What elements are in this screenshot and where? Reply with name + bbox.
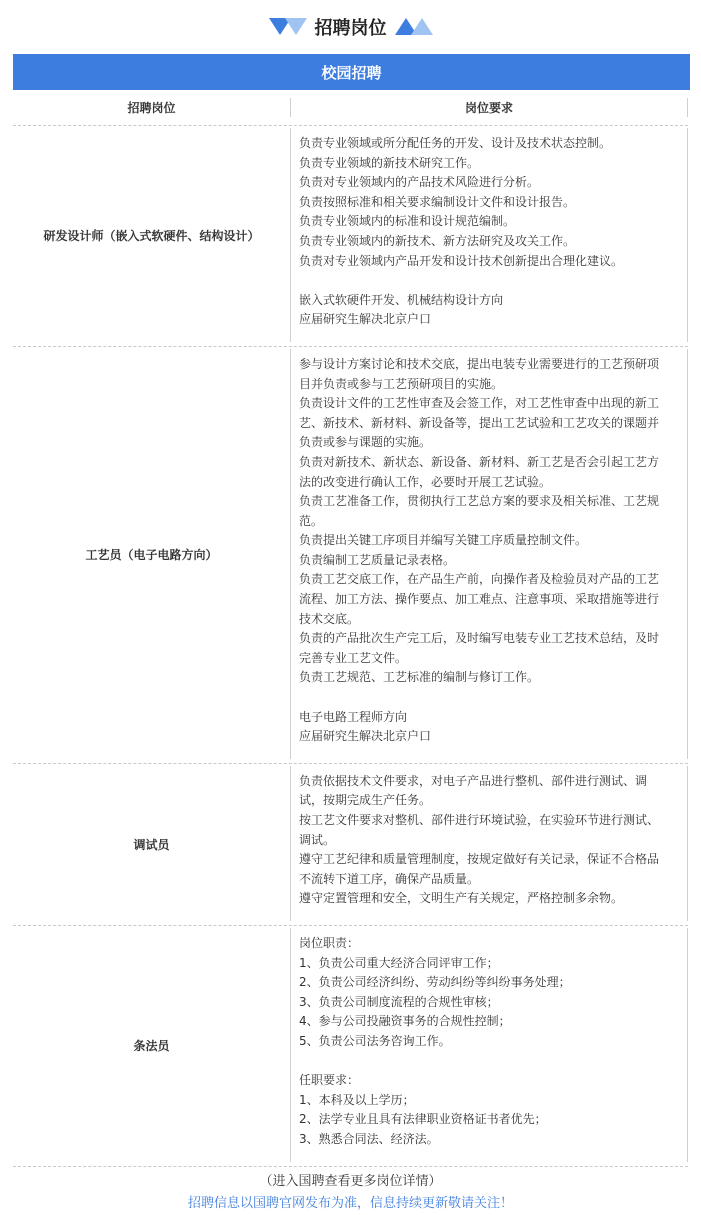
requirement-line: 2、负责公司经济纠纷、劳动纠纷等纠纷事务处理； xyxy=(299,975,571,990)
requirement-line: 不流转下道工序，确保产品质量。 xyxy=(299,871,480,886)
page-title: 招聘岗位 xyxy=(314,18,387,39)
requirement-line: 负责设计文件的工艺性审查及会签工作，对工艺性审查中出现的新工 xyxy=(299,396,660,411)
requirement-line: 遵守定置管理和安全，文明生产有关规定，严格控制多余物。 xyxy=(299,891,624,906)
requirement-line: 试，按期完成生产任务。 xyxy=(299,793,432,808)
requirement-line: 3、熟悉合同法、经济法。 xyxy=(299,1131,439,1146)
footer-info-text: 招聘信息以国聘官网发布为准，信息持续更新敬请关注！ xyxy=(187,1195,513,1211)
requirement-line: 参与设计方案讨论和技术交底，提出电装专业需要进行的工艺预研项 xyxy=(299,356,660,371)
table-row xyxy=(13,126,688,347)
footer xyxy=(0,1167,701,1215)
requirement-line: 负责对专业领域内产品开发和设计技术创新提出合理化建议。 xyxy=(299,253,624,268)
table-row xyxy=(13,347,688,764)
requirement-line: 负责或参与课题的实施。 xyxy=(299,435,432,450)
requirement-line: 技术交底。 xyxy=(299,611,360,626)
requirement-line: 4、参与公司投融资事务的合规性控制； xyxy=(299,1014,511,1029)
requirement-line: 遵守工艺纪律和质量管理制度，按规定做好有关记录，保证不合格品 xyxy=(299,852,660,867)
requirement-line: 1、本科及以上学历； xyxy=(299,1092,415,1107)
left-triangle-decoration-icon xyxy=(269,18,307,36)
requirement-line: 负责提出关键工序项目并编写关键工序质量控制文件。 xyxy=(299,533,588,548)
positions-table xyxy=(13,90,688,1167)
requirements-cell xyxy=(290,128,688,342)
table-row xyxy=(13,764,688,926)
header-position: 招聘岗位 xyxy=(127,101,176,115)
requirement-line: 负责专业领域或所分配任务的开发、设计及技术状态控制。 xyxy=(299,136,612,150)
requirement-line: 负责工艺规范、工艺标准的编制与修订工作。 xyxy=(299,670,540,685)
requirement-line: 嵌入式软硬件开发、机械结构设计方向 xyxy=(299,292,504,307)
requirement-line: 负责的产品批次生产完工后，及时编写电装专业工艺技术总结，及时 xyxy=(299,631,660,646)
requirement-line: 流程、加工方法、操作要点、加工难点、注意事项、采取措施等进行 xyxy=(299,592,660,607)
requirement-line: 5、负责公司法务咨询工作。 xyxy=(299,1033,451,1048)
requirement-line: 范。 xyxy=(299,513,324,528)
requirement-line: 电子电路工程师方向 xyxy=(299,709,408,724)
table-body xyxy=(13,126,688,1167)
requirement-line: 负责专业领域内的标准和设计规范编制。 xyxy=(299,214,516,229)
requirement-line: 负责编制工艺质量记录表格。 xyxy=(299,552,456,567)
requirement-line: 任职要求： xyxy=(299,1073,360,1088)
requirement-line: 负责依据技术文件要求，对电子产品进行整机、部件进行测试、调 xyxy=(299,773,648,788)
requirement-line: 3、负责公司制度流程的合规性审核； xyxy=(299,994,499,1009)
requirements-cell xyxy=(290,349,688,759)
requirement-line: 完善专业工艺文件。 xyxy=(299,650,408,665)
requirement-line: 负责专业领域内的新技术、新方法研究及攻关工作。 xyxy=(299,233,576,248)
requirement-line xyxy=(299,688,679,708)
position-title: 条法员 xyxy=(133,1039,170,1054)
position-title: 研发设计师（嵌入式软硬件、结构设计） xyxy=(43,229,260,244)
requirement-line: 艺、新技术、新材料、新设备等，提出工艺试验和工艺攻关的课题并 xyxy=(299,415,660,430)
requirement-line: 负责按照标准和相关要求编制设计文件和设计报告。 xyxy=(299,194,576,209)
campus-recruitment-banner: 校园招聘 xyxy=(13,54,690,90)
requirement-line: 负责专业领域的新技术研究工作。 xyxy=(299,155,480,170)
requirement-line: 目并负责或参与工艺预研项目的实施。 xyxy=(299,376,504,391)
requirement-line: 应届研究生解决北京户口 xyxy=(299,312,432,327)
requirement-line: 1、负责公司重大经济合同评审工作； xyxy=(299,955,499,970)
header-requirements: 岗位要求 xyxy=(290,98,688,117)
requirement-line: 应届研究生解决北京户口 xyxy=(299,729,432,744)
requirement-line: 负责对专业领域内的产品技术风险进行分析。 xyxy=(299,175,540,190)
requirement-line xyxy=(299,271,679,291)
requirement-line: 法的改变进行确认工作，必要时开展工艺试验。 xyxy=(299,474,552,489)
table-row xyxy=(13,926,688,1167)
requirement-line xyxy=(299,1052,679,1072)
requirements-cell xyxy=(290,928,688,1162)
requirements-cell xyxy=(290,766,688,921)
requirement-line: 负责工艺准备工作，贯彻执行工艺总方案的要求及相关标准、工艺规 xyxy=(299,494,660,509)
requirement-line: 调试。 xyxy=(299,832,336,847)
requirement-line: 按工艺文件要求对整机、部件进行环境试验，在实验环节进行测试、 xyxy=(299,813,660,827)
requirement-line: 岗位职责： xyxy=(299,935,360,950)
right-triangle-decoration-icon xyxy=(395,18,433,36)
table-header-row xyxy=(13,90,688,126)
more-details-link[interactable]: （进入国聘查看更多岗位详情） xyxy=(259,1173,442,1189)
requirement-line: 2、法学专业且具有法律职业资格证书者优先； xyxy=(299,1112,547,1127)
requirement-line: 负责对新技术、新状态、新设备、新材料、新工艺是否会引起工艺方 xyxy=(299,454,660,469)
title-row xyxy=(0,0,701,54)
position-title: 工艺员（电子电路方向） xyxy=(85,548,218,563)
position-title: 调试员 xyxy=(133,837,170,852)
requirement-line: 负责工艺交底工作，在产品生产前，向操作者及检验员对产品的工艺 xyxy=(299,572,660,587)
